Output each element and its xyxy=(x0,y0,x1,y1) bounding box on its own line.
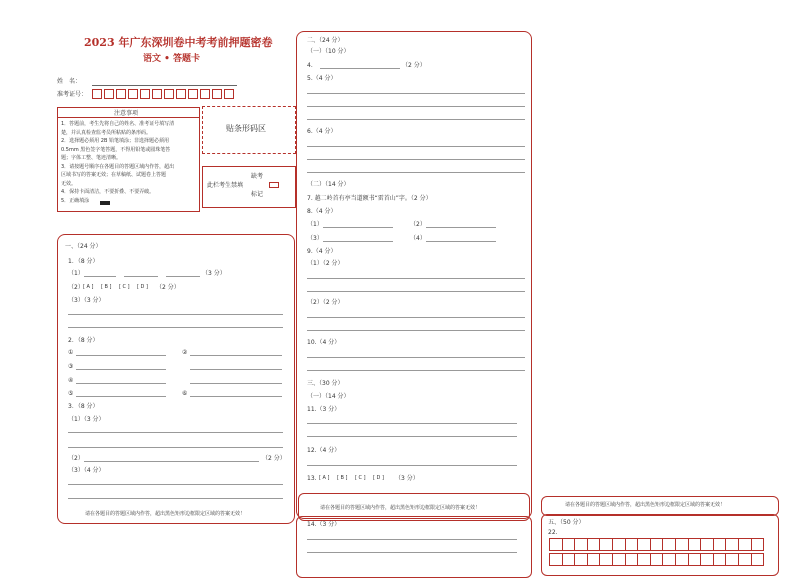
section1-box xyxy=(57,234,295,524)
notice-line: 4．保持卡面清洁，不要折叠、不要弄破。 xyxy=(61,189,155,195)
grid-cell[interactable] xyxy=(587,538,601,551)
page-title: 2023 年广东深圳卷中考考前押题密卷 xyxy=(84,36,273,49)
q2-item-number: ⑥ xyxy=(182,390,188,397)
grid-cell[interactable] xyxy=(587,553,601,566)
q2-item-number: ② xyxy=(182,349,188,356)
grid-cell[interactable] xyxy=(599,538,613,551)
q8-blank[interactable] xyxy=(426,241,496,242)
q9-label: 9.（4 分） xyxy=(307,248,337,255)
grid-cell[interactable] xyxy=(599,553,613,566)
q11-line-2[interactable] xyxy=(307,436,517,437)
q3-3-line-1[interactable] xyxy=(68,484,283,485)
grid-cell[interactable] xyxy=(738,553,752,566)
q1-3-line-1[interactable] xyxy=(68,314,283,315)
q11-line-1[interactable] xyxy=(307,423,517,424)
absent-checkbox[interactable] xyxy=(269,182,279,188)
q3-1-line-1[interactable] xyxy=(68,432,283,433)
grid-cell[interactable] xyxy=(612,538,626,551)
q2-blank[interactable] xyxy=(76,369,166,370)
page-subtitle: 语文 • 答题卡 xyxy=(143,54,201,64)
id-digit-cell[interactable] xyxy=(128,89,138,99)
grid-cell[interactable] xyxy=(688,553,702,566)
q9-2-label: （2）（2 分） xyxy=(307,299,344,306)
q1-2-score: （2 分） xyxy=(156,284,180,291)
section5-title: 五、（50 分） xyxy=(548,519,585,526)
barcode-label: 贴条形码区 xyxy=(226,124,266,133)
q2-label: 2．（8 分） xyxy=(68,337,99,344)
id-digit-cell[interactable] xyxy=(212,89,222,99)
grid-cell[interactable] xyxy=(574,553,588,566)
q13-score: （3 分） xyxy=(395,475,419,482)
notice-line: 1．答题前，考生先将自己的姓名、准考证号填写清 xyxy=(61,121,175,127)
q1-2-label: （2） xyxy=(68,284,84,291)
grid-cell[interactable] xyxy=(725,538,739,551)
section5-footer-top: 请在各题目的答题区域内作答，超出黑色矩形边框限定区域的答案无效！ xyxy=(565,502,726,508)
q8-item-number: （4） xyxy=(410,235,426,242)
name-field[interactable] xyxy=(92,85,237,86)
section2-title: 二、（24 分） xyxy=(307,37,344,44)
notice-line: 3．请按题号顺序在各题目的答题区域内作答，超出 xyxy=(61,163,175,170)
q1-1-label: （1） xyxy=(68,270,84,277)
q5-line-2[interactable] xyxy=(307,106,525,107)
q10-line-1[interactable] xyxy=(307,357,525,358)
grid-cell[interactable] xyxy=(637,553,651,566)
section2-part2: （二）（14 分） xyxy=(307,181,350,188)
q2-blank[interactable] xyxy=(76,383,166,384)
grid-cell[interactable] xyxy=(751,538,765,551)
q1-label: 1．（8 分） xyxy=(68,258,99,265)
notice-line: 题；字体工整、笔迹清晰。 xyxy=(61,155,122,161)
q13-option-bubble[interactable]: [ C ] xyxy=(355,475,366,481)
grid-cell[interactable] xyxy=(688,538,702,551)
absent-label: 此栏考生禁填 xyxy=(207,182,244,189)
fill-sample-mark xyxy=(100,201,110,205)
q8-item-number: （3） xyxy=(307,235,323,242)
id-digit-cell[interactable] xyxy=(92,89,102,99)
q1-option-bubble[interactable]: [ A ] xyxy=(83,284,94,290)
q6-line-1[interactable] xyxy=(307,146,525,147)
q2-item-number: ④ xyxy=(68,377,74,384)
id-label: 准考证号： xyxy=(57,91,88,98)
q4-label: 4. xyxy=(307,62,313,69)
q3-2-score: （2 分） xyxy=(262,455,286,462)
q1-1-blank-2[interactable] xyxy=(124,276,158,277)
q4-score: （2 分） xyxy=(402,62,426,69)
q1-option-bubble[interactable]: [ B ] xyxy=(101,284,112,290)
q1-1-blank-1[interactable] xyxy=(84,276,116,277)
q8-label: 8.（4 分） xyxy=(307,208,337,215)
q12-line-1[interactable] xyxy=(307,465,517,466)
id-digit-cell[interactable] xyxy=(140,89,150,99)
absent-mark-label-2: 标记 xyxy=(251,191,264,198)
q9-1-label: （1）（2 分） xyxy=(307,260,344,267)
grid-cell[interactable] xyxy=(662,538,676,551)
q8-item-number: （2） xyxy=(410,221,426,228)
id-digit-cell[interactable] xyxy=(152,89,162,99)
id-digit-cell[interactable] xyxy=(116,89,126,99)
q8-item-number: （1） xyxy=(307,221,323,228)
q6-label: 6.（4 分） xyxy=(307,128,337,135)
q7-label: 7. 越二岭首有亭当道额书“雷首山”字。（2 分） xyxy=(307,195,432,202)
q14-line-1[interactable] xyxy=(307,539,517,540)
q1-option-bubble[interactable]: [ C ] xyxy=(119,284,130,290)
q3-2-label: （2） xyxy=(68,455,84,462)
q13-option-bubble[interactable]: [ A ] xyxy=(319,475,330,481)
q3-1-line-2[interactable] xyxy=(68,447,283,448)
q10-label: 10.（4 分） xyxy=(307,339,341,346)
q2-item-number: ① xyxy=(68,349,74,356)
q14-label: 14.（3 分） xyxy=(307,521,341,528)
q3-label: 3．（8 分） xyxy=(68,403,99,410)
q3-1-label: （1）（3 分） xyxy=(68,416,105,423)
section3-footer: 请在各题目的答题区域内作答，超出黑色矩形边框限定区域的答案无效！ xyxy=(320,505,481,511)
q8-blank[interactable] xyxy=(323,241,393,242)
q1-3-label: （3）（3 分） xyxy=(68,297,105,304)
q2-item-number: ⑤ xyxy=(68,390,74,397)
q13-label: 13. xyxy=(307,475,317,482)
grid-cell[interactable] xyxy=(562,538,576,551)
name-label: 姓 名： xyxy=(57,78,82,85)
q1-option-bubble[interactable]: [ D ] xyxy=(137,284,148,290)
q5-line-3[interactable] xyxy=(307,119,525,120)
id-digit-cell[interactable] xyxy=(200,89,210,99)
grid-cell[interactable] xyxy=(662,553,676,566)
grid-cell[interactable] xyxy=(700,538,714,551)
absent-mark-label: 缺考 xyxy=(251,173,264,180)
q8-blank[interactable] xyxy=(323,227,393,228)
id-digit-cell[interactable] xyxy=(224,89,234,99)
grid-cell[interactable] xyxy=(574,538,588,551)
grid-cell[interactable] xyxy=(650,538,664,551)
section1-title: 一、（24 分） xyxy=(65,243,102,250)
q1-1-score: （3 分） xyxy=(202,270,226,277)
q9-1-line-1[interactable] xyxy=(307,278,525,279)
q3-3-line-2[interactable] xyxy=(68,498,283,499)
notice-line: 5．正确填涂 xyxy=(61,197,90,204)
q5-label: 5.（4 分） xyxy=(307,75,337,82)
grid-cell[interactable] xyxy=(738,538,752,551)
q10-line-2[interactable] xyxy=(307,370,525,371)
notice-title: 注意事项 xyxy=(114,110,139,117)
grid-cell[interactable] xyxy=(637,538,651,551)
grid-cell[interactable] xyxy=(713,538,727,551)
notice-line: 楚，并认真检查监考员所粘贴的条形码。 xyxy=(61,129,152,136)
id-digit-cell[interactable] xyxy=(188,89,198,99)
notice-line: 区域书写的答案无效；在草稿纸、试题卷上答题 xyxy=(61,172,167,178)
q2-blank[interactable] xyxy=(190,355,282,356)
section2-box xyxy=(296,31,532,519)
q11-label: 11.（3 分） xyxy=(307,406,341,413)
q3-3-label: （3）（4 分） xyxy=(68,467,105,474)
q9-2-line-2[interactable] xyxy=(307,330,525,331)
grid-cell[interactable] xyxy=(612,553,626,566)
section2-part1: （一）（10 分） xyxy=(307,48,350,55)
q13-option-bubble[interactable]: [ B ] xyxy=(337,475,348,481)
grid-cell[interactable] xyxy=(713,553,727,566)
notice-line: 0.5mm 黑色签字笔答题，不得用铅笔或圆珠笔答 xyxy=(61,146,171,153)
q9-1-line-2[interactable] xyxy=(307,291,525,292)
grid-cell[interactable] xyxy=(562,553,576,566)
id-digit-cell[interactable] xyxy=(104,89,114,99)
q8-blank[interactable] xyxy=(426,227,496,228)
grid-cell[interactable] xyxy=(549,538,563,551)
q2-item-number: ③ xyxy=(68,363,74,370)
section3-part1: （一）（14 分） xyxy=(307,393,350,400)
q2-blank[interactable] xyxy=(190,369,282,370)
q12-label: 12.（4 分） xyxy=(307,447,341,454)
notice-line: 无效。 xyxy=(61,180,77,187)
q5-line-1[interactable] xyxy=(307,93,525,94)
q2-blank[interactable] xyxy=(190,396,282,397)
q6-line-2[interactable] xyxy=(307,159,525,160)
q14-line-2[interactable] xyxy=(307,552,517,553)
grid-cell[interactable] xyxy=(650,553,664,566)
q2-blank[interactable] xyxy=(76,396,166,397)
q4-blank[interactable] xyxy=(320,68,400,69)
q6-line-3[interactable] xyxy=(307,172,525,173)
q13-option-bubble[interactable]: [ D ] xyxy=(373,475,384,481)
q2-blank[interactable] xyxy=(76,355,166,356)
grid-cell[interactable] xyxy=(700,553,714,566)
notice-line: 2．选择题必须用 2B 铅笔填涂；非选择题必须用 xyxy=(61,138,169,144)
id-digit-cell[interactable] xyxy=(176,89,186,99)
q1-1-blank-3[interactable] xyxy=(166,276,200,277)
q3-2-blank[interactable] xyxy=(84,461,259,462)
grid-cell[interactable] xyxy=(549,553,563,566)
grid-cell[interactable] xyxy=(625,538,639,551)
section1-footer: 请在各题目的答题区域内作答，超出黑色矩形边框限定区域的答案无效！ xyxy=(85,511,246,517)
q1-3-line-2[interactable] xyxy=(68,327,283,328)
notice-divider xyxy=(57,117,199,118)
id-digit-cell[interactable] xyxy=(164,89,174,99)
q22-label: 22. xyxy=(548,529,558,536)
grid-cell[interactable] xyxy=(725,553,739,566)
section3-title: 三、（30 分） xyxy=(307,380,344,387)
grid-cell[interactable] xyxy=(751,553,765,566)
grid-cell[interactable] xyxy=(675,553,689,566)
grid-cell[interactable] xyxy=(625,553,639,566)
q2-blank[interactable] xyxy=(190,383,282,384)
grid-cell[interactable] xyxy=(675,538,689,551)
q9-2-line-1[interactable] xyxy=(307,317,525,318)
